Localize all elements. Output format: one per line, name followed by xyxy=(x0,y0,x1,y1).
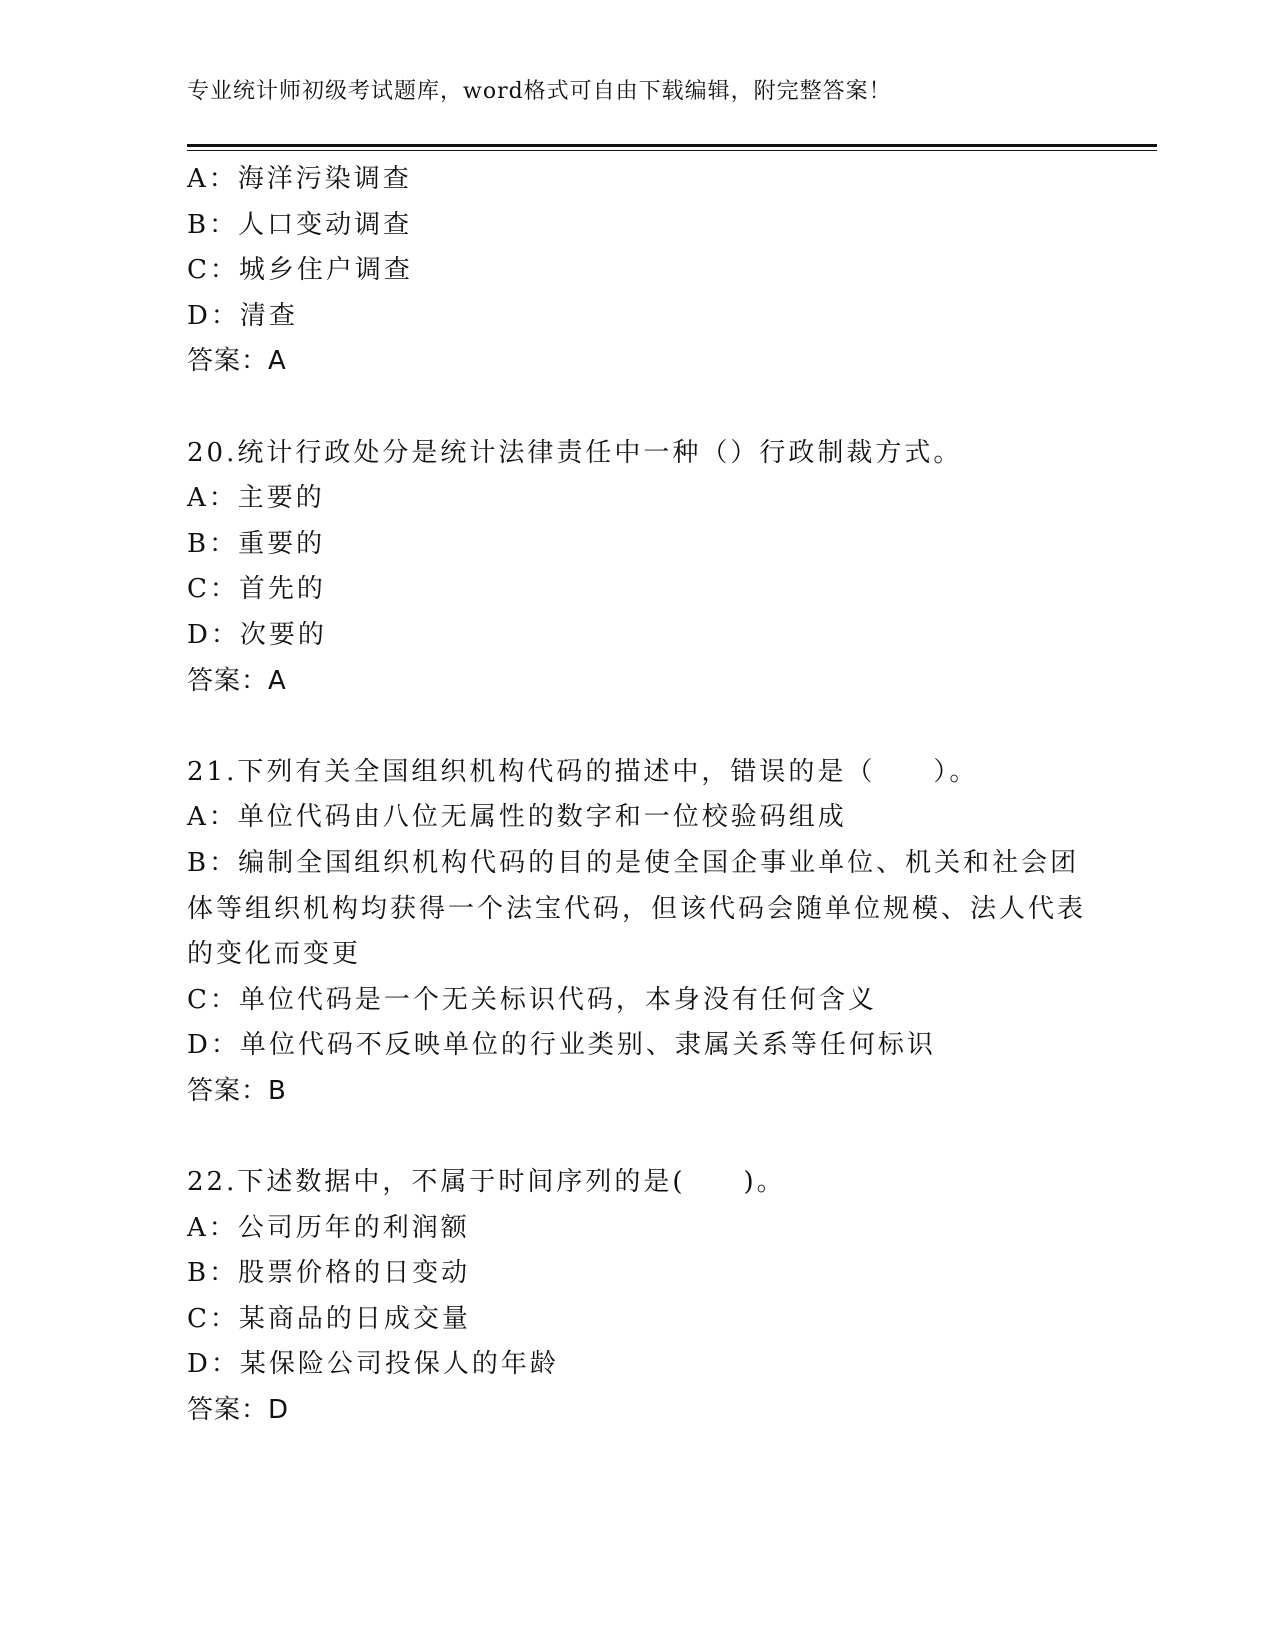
answer-line: 答案：A xyxy=(187,665,287,696)
question-block xyxy=(187,1160,1087,1434)
option-d: D：次要的 xyxy=(187,619,327,650)
option-a: A：主要的 xyxy=(187,483,325,514)
question-block xyxy=(187,750,1087,1115)
spacer xyxy=(187,1114,1087,1160)
option-a: A：公司历年的利润额 xyxy=(187,1212,470,1243)
question-stem: 21.下列有关全国组织机构代码的描述中，错误的是（ ）。 xyxy=(187,756,979,787)
option-b: B：股票价格的日变动 xyxy=(187,1258,471,1289)
option-d: D：单位代码不反映单位的行业类别、隶属关系等任何标识 xyxy=(187,1030,936,1061)
question-block xyxy=(187,157,1087,385)
option-b: B：人口变动调查 xyxy=(187,209,413,240)
option-c: C：首先的 xyxy=(187,574,326,605)
question-list xyxy=(187,157,1087,1434)
page-header: 专业统计师初级考试题库，word格式可自由下载编辑，附完整答案！ xyxy=(187,79,892,104)
question-block xyxy=(187,431,1087,705)
option-a: A：单位代码由八位无属性的数字和一位校验码组成 xyxy=(187,802,847,833)
answer-line: 答案：B xyxy=(187,1075,287,1106)
spacer xyxy=(187,704,1087,750)
question-stem: 22.下述数据中，不属于时间序列的是( )。 xyxy=(187,1167,786,1198)
header-rule-thin xyxy=(187,150,1157,151)
option-c: C：单位代码是一个无关标识代码，本身没有任何含义 xyxy=(187,984,877,1015)
option-c: C：某商品的日成交量 xyxy=(187,1303,471,1334)
spacer xyxy=(187,385,1087,431)
answer-line: 答案：A xyxy=(187,346,287,377)
option-d: D：某保险公司投保人的年龄 xyxy=(187,1349,559,1380)
option-a: A：海洋污染调查 xyxy=(187,164,412,194)
option-d: D：清查 xyxy=(187,300,298,331)
option-b: B：编制全国组织机构代码的目的是使全国企事业单位、机关和社会团体等组织机构均获得一个法宝代码，但该代码会随单位规模、法人代表的变化而变更 xyxy=(187,847,1087,970)
question-stem: 20.统计行政处分是统计法律责任中一种（）行政制裁方式。 xyxy=(187,437,963,468)
header-rule-thick xyxy=(187,144,1157,147)
option-b: B：重要的 xyxy=(187,528,326,559)
answer-line: 答案：D xyxy=(187,1395,290,1426)
option-c: C：城乡住户调查 xyxy=(187,255,413,286)
